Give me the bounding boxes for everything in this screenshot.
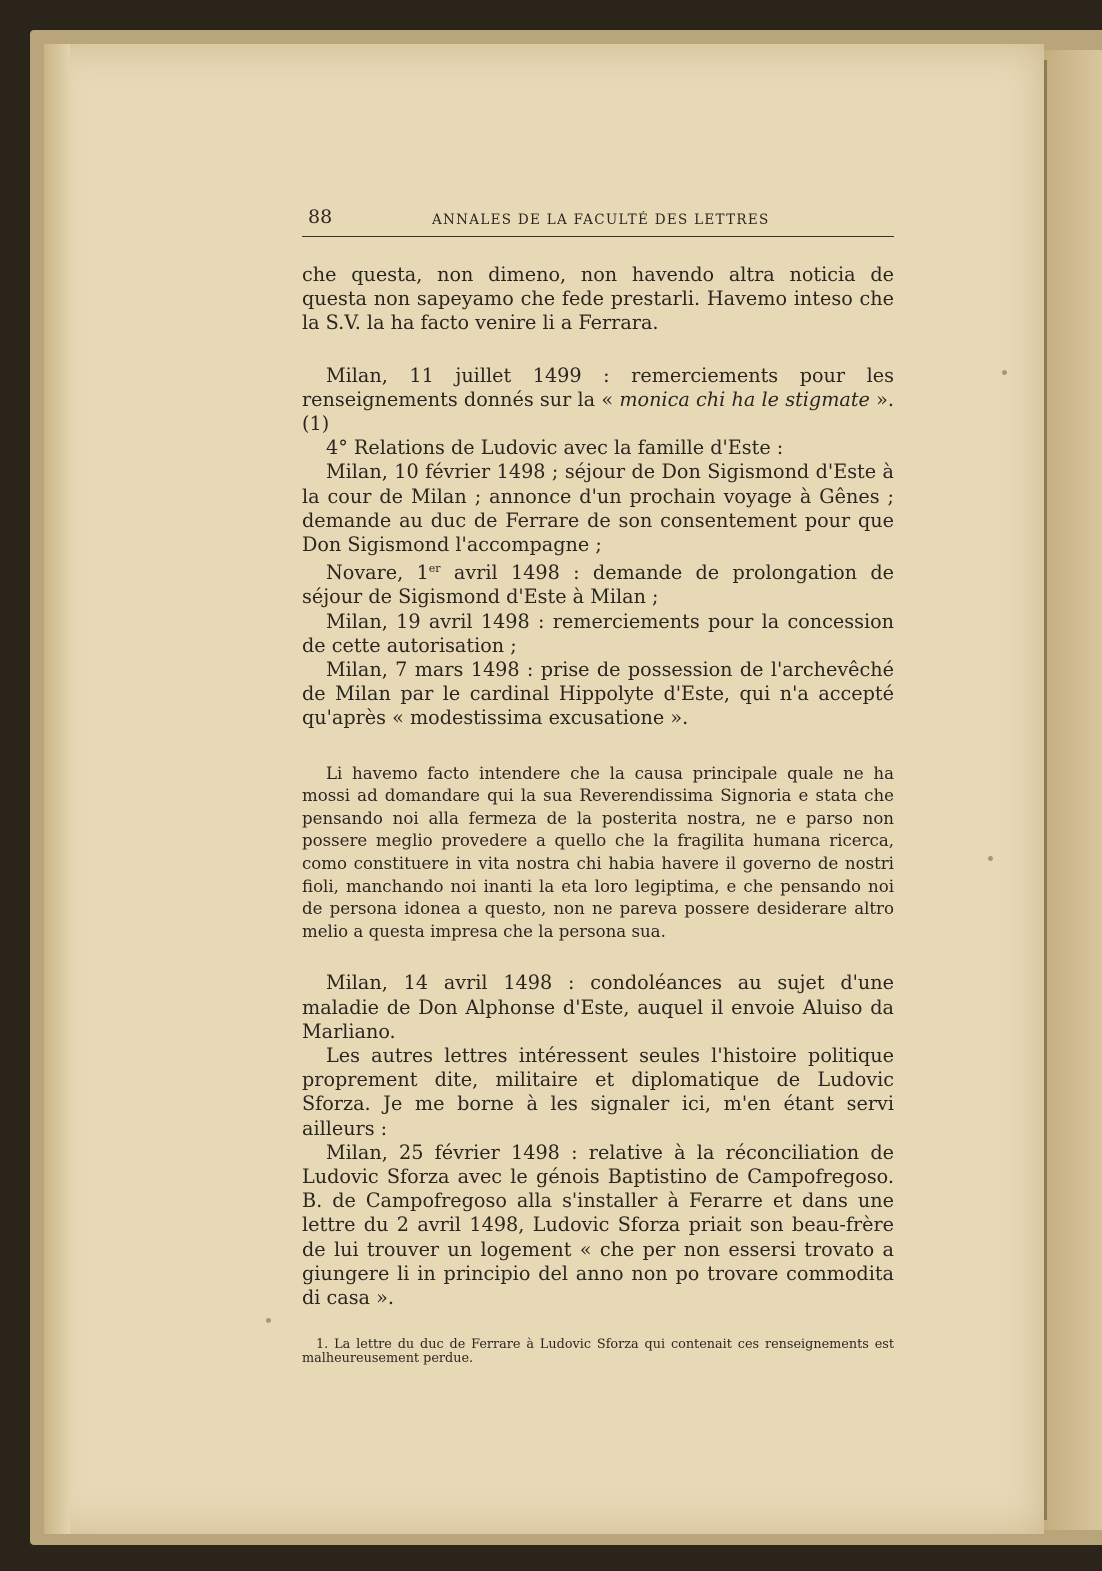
superscript: er	[428, 562, 441, 576]
facing-page-edge	[1044, 50, 1102, 1530]
footnote-text: La lettre du duc de Ferrare à Ludovic Sforza qui contenait ces renseignements est malheureusement perdue.	[302, 1337, 894, 1366]
page-number: 88	[308, 206, 333, 228]
footnote	[302, 1338, 894, 1365]
paper-speck	[266, 1318, 271, 1323]
paper-speck	[988, 856, 993, 861]
page-content	[302, 206, 894, 1365]
paragraph-letter-mar-1498: Milan, 7 mars 1498 : prise de possession de l'archevêché de Milan par le cardinal Hippolyte d'Este, qui n'a accepté qu'après « modestissima excusatione ».	[302, 658, 894, 730]
paragraph-quote-end: che questa, non dimeno, non havendo altra noticia de questa non sapeyamo che fede prestarli. Havemo inteso che la S.V. la ha facto venire li a Ferrara.	[302, 263, 894, 335]
footnote-number: 1.	[316, 1337, 329, 1353]
paragraph-letter-feb-1498: Milan, 10 février 1498 ; séjour de Don Sigismond d'Este à la cour de Milan ; annonce d'un prochain voyage à Gênes ; demande au duc de Ferrare de son consentement pour que Don Sigismond l'accompagne ;	[302, 460, 894, 557]
block-quotation: Li havemo facto intendere che la causa principale quale ne ha mossi ad domandare qui la sua Reverendissima Signoria e stata che pensando noi alla fermeza de la posterita nostra, ne e parso non possere meglio provedere a quello che la fragilita humana ricerca, como constituere in vita nostra chi habia havere il governo de nostri fioli, manchando noi inanti la eta loro legiptima, e che pensando noi de persona idonea a questo, non ne pareva possere desiderare altro melio a questa impresa che la persona sua.	[302, 763, 894, 941]
paragraph-letter-25-feb-1498: Milan, 25 février 1498 : relative à la réconciliation de Ludovic Sforza avec le génois Baptistino de Campofregoso. B. de Campofregoso alla s'installer à Ferarre et dans une lettre du 2 avril 1498, Ludovic Sforza priait son beau-frère de lui trouver un logement « che per non essersi trovato a giungere li in principio del anno non po trovare commodita di casa ».	[302, 1140, 894, 1310]
paragraph-letter-apr-1498: Milan, 19 avril 1498 : remerciements pour la concession de cette autorisation ;	[302, 609, 894, 657]
paper-speck	[1002, 370, 1007, 375]
page-stack-edge	[44, 44, 70, 1534]
paragraph-letter-novare: Novare, 1er avril 1498 : demande de prolongation de séjour de Sigismond d'Este à Milan ;	[302, 561, 894, 609]
running-title: ANNALES DE LA FACULTÉ DES LETTRES	[432, 212, 770, 228]
italic-quote: monica chi ha le stigmate	[619, 387, 870, 411]
paragraph-letter-14-apr-1498: Milan, 14 avril 1498 : condoléances au sujet d'une maladie de Don Alphonse d'Este, auquel il envoie Aluiso da Marliano.	[302, 971, 894, 1043]
running-header	[302, 206, 894, 237]
section-heading: 4° Relations de Ludovic avec la famille d'Este :	[326, 436, 784, 460]
book-spine	[1044, 60, 1047, 1520]
paragraph-other-letters: Les autres lettres intéressent seules l'histoire politique proprement dite, militaire et diplomatique de Ludovic Sforza. Je me borne à les signaler ici, m'en étant servi ailleurs :	[302, 1044, 894, 1140]
paragraph-letter-1499: Milan, 11 juillet 1499 : remerciements pour les renseignements donnés sur la « monica chi ha le stigmate ». (1)	[302, 363, 894, 436]
